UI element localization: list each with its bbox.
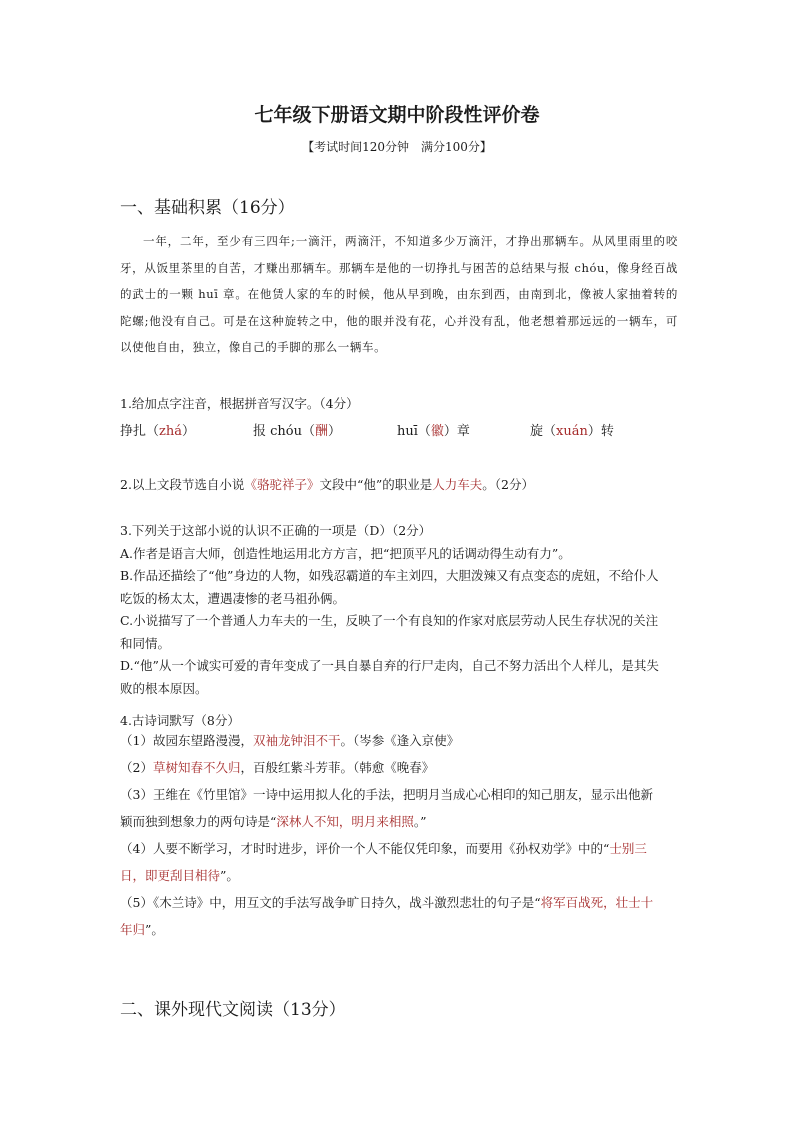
passage-text: 一年，二年，至少有三四年;一滴汗，两滴汗，不知道多少万滴汗，才挣出那辆车。从风里雨里的咬牙，从饭里茶里的自苦，才赚出那辆车。那辆车是他的一切挣扎与困苦的总结果与报 chóu，像身经百战的武士的一颗 huī 章。在他赁人家的车的时候，他从早到晚，由东到西，由南到北，像被人家抽着转的陀螺;他没有自己。可是在这种旋转之中，他的眼并没有花，心并没有乱，他老想着那远远的一辆车，可以使他自由，独立，像自己的手脚的那么一辆车。 xyxy=(120,234,678,354)
poem-line: （4）人要不断学习，才时时进步，评价一个人不能仅凭印象，而要用《孙权劝学》中的“士别三日，即更刮目相待”。 xyxy=(120,841,647,883)
answer: zhá xyxy=(159,424,182,439)
option-d: D.“他”从一个诚实可爱的青年变成了一具自暴自弃的行尸走肉，自己不努力活出个人样儿，是其失败的根本原因。 xyxy=(120,658,659,696)
page-title: 七年级下册语文期中阶段性评价卷 xyxy=(254,104,540,126)
question-3 xyxy=(120,520,665,700)
question-1-prompt: 1.给加点字注音，根据拼音写汉字。（4分） xyxy=(120,396,359,411)
answer: 深林人不知，明月来相照 xyxy=(276,814,414,829)
answer: xuán xyxy=(556,424,588,439)
answer: 将军百战死，壮士十年归 xyxy=(120,895,654,937)
answer: 草树知春不久归 xyxy=(152,760,241,775)
question-4-lines xyxy=(120,727,665,943)
q1-item: 报 chóu（酬） xyxy=(253,424,342,439)
q1-item: 旋（xuán）转 xyxy=(530,424,614,439)
question-3-prompt: 3.下列关于这部小说的认识不正确的一项是（D）（2分） xyxy=(120,523,432,538)
answer: 士别三日，即更刮目相待 xyxy=(120,841,647,883)
answer: 人力车夫 xyxy=(432,477,483,492)
poem-line: （5）《木兰诗》中，用互文的手法写战争旷日持久，战斗激烈悲壮的句子是“将军百战死，壮士十年归”。 xyxy=(120,895,654,937)
option-c: C.小说描写了一个普通人力车夫的一生，反映了一个有良知的作家对底层劳动人民生存状况的关注和同情。 xyxy=(120,613,659,651)
answer: 《骆驼祥子》 xyxy=(244,477,320,492)
poem-line: （3）王维在《竹里馆》一诗中运用拟人化的手法，把明月当成心心相印的知己朋友，显示出他新颖而独到想象力的两句诗是“深林人不知，明月来相照。” xyxy=(120,787,653,829)
question-4-prompt: 4.古诗词默写（8分） xyxy=(120,713,240,728)
option-a: A.作者是语言大师，创造性地运用北方方言，把“把顶平凡的话调动得生动有力”。 xyxy=(120,545,571,561)
section-2-heading: 二、课外现代文阅读（13分） xyxy=(120,1000,346,1020)
answer: 徽 xyxy=(430,424,444,439)
q1-item: 挣扎（zhá） xyxy=(120,424,196,439)
exam-info: 【考试时间120分钟 满分100分】 xyxy=(302,140,492,154)
answer: 酬 xyxy=(315,424,329,439)
q1-item: huī（徽）章 xyxy=(397,424,470,439)
answer: 双袖龙钟泪不干 xyxy=(252,733,341,748)
section-1-heading: 一、基础积累（16分） xyxy=(120,198,295,218)
poem-line: （2）草树知春不久归，百般红紫斗芳菲。（韩愈《晚春》 xyxy=(120,760,435,775)
poem-line: （1）故园东望路漫漫，双袖龙钟泪不干。（岑参《逢入京使》 xyxy=(120,733,460,748)
option-b: B.作品还描绘了“他”身边的人物，如残忍霸道的车主刘四，大胆泼辣又有点变态的虎妞，不给仆人吃饭的杨太太，遭遇凄惨的老马祖孙俩。 xyxy=(120,568,659,606)
reading-passage xyxy=(120,228,678,361)
question-2: 2.以上文段节选自小说《骆驼祥子》文段中“他”的职业是人力车夫。（2分） xyxy=(120,477,534,492)
